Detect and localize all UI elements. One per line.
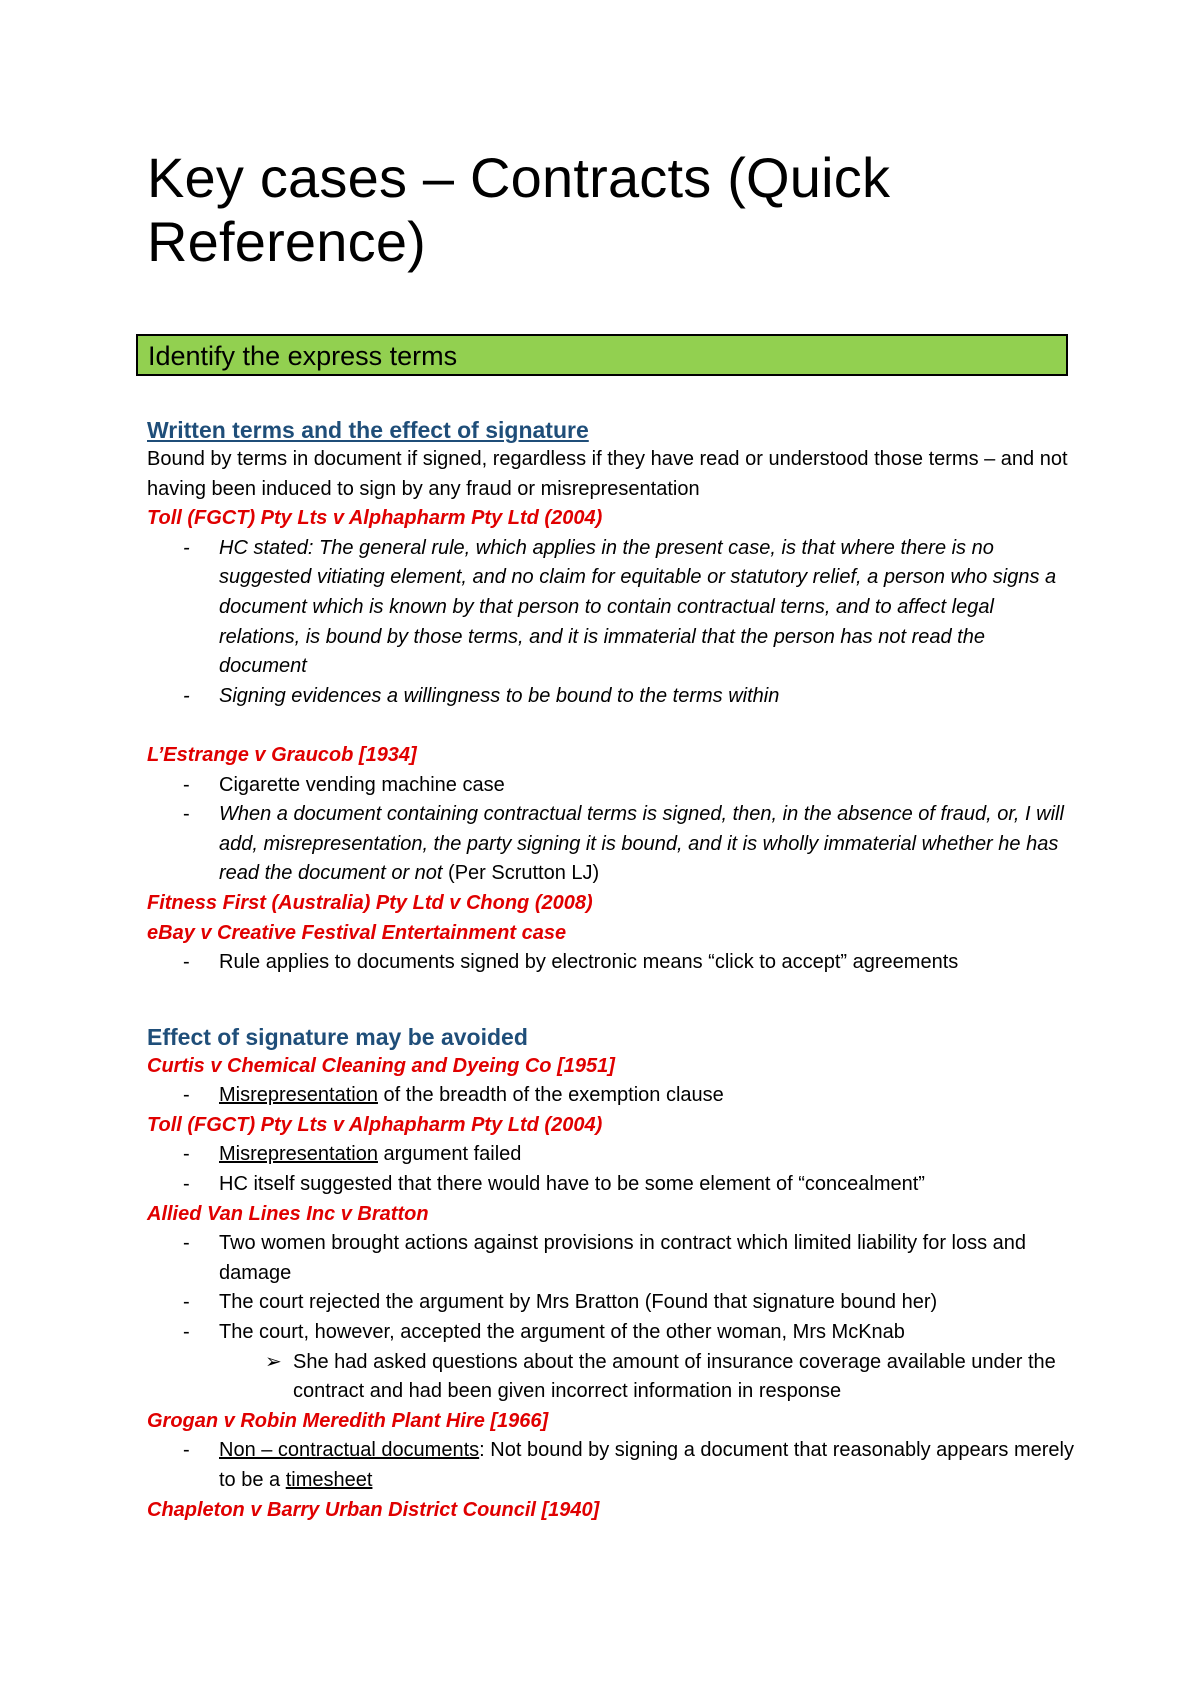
list-item-text: argument failed [377, 1143, 522, 1166]
list-item-text: She had asked questions about the amount of insurance coverage available under the contract and had been given incorrect information in response [293, 1350, 1056, 1403]
underlined-term: timesheet [285, 1469, 373, 1491]
document-body [147, 415, 1077, 1525]
underlined-term: Non – contractual documents [219, 1439, 480, 1462]
list-item: - The court, however, accepted the argument of the other woman, Mrs McKnab [147, 1318, 1077, 1348]
list-item: - Signing evidences a willingness to be bound to the terms within [147, 682, 1077, 712]
list-item [147, 800, 1077, 889]
curtis-bullet-list [147, 1081, 1077, 1111]
case-title-chapleton: Chapleton v Barry Urban District Council [1940] [147, 1498, 600, 1521]
heading-signature-avoided: Effect of signature may be avoided [147, 1023, 528, 1050]
grogan-bullet-list [147, 1436, 1077, 1495]
list-item: - HC itself suggested that there would have to be some element of “concealment” [147, 1170, 1077, 1200]
case-title-toll-2: Toll (FGCT) Pty Lts v Alphapharm Pty Ltd (2004) [147, 1113, 603, 1136]
case-title-grogan: Grogan v Robin Meredith Plant Hire [1966] [147, 1409, 549, 1432]
case-title-fitness-first: Fitness First (Australia) Pty Ltd v Chong (2008) [147, 891, 593, 914]
case-title-ebay: eBay v Creative Festival Entertainment case [147, 921, 567, 944]
list-item [147, 1436, 1077, 1495]
list-item-text: of the breadth of the exemption clause [377, 1084, 724, 1107]
list-item [147, 1081, 1077, 1111]
quote-text: When a document containing contractual terms is signed, then, in the absence of fraud, or, I will add, misrepresentation, the party signing it is bound, and it is wholly immaterial whether he has read the document or not [219, 803, 1064, 885]
list-item: - Rule applies to documents signed by electronic means “click to accept” agreements [147, 948, 1077, 978]
case-title-curtis: Curtis v Chemical Cleaning and Dyeing Co [1951] [147, 1054, 615, 1077]
allied-bullet-list [147, 1229, 1077, 1347]
list-item-text: : Not bound by signing a document that reasonably appears merely to be a [219, 1439, 1074, 1491]
arrow-bullet-icon: ➢ [265, 1350, 282, 1373]
underlined-term: Misrepresentation [219, 1084, 378, 1107]
case-title-toll: Toll (FGCT) Pty Lts v Alphapharm Pty Ltd (2004) [147, 507, 603, 530]
case-title-lestrange: L’Estrange v Graucob [1934] [147, 743, 417, 766]
list-item: - HC stated: The general rule, which applies in the present case, is that where there is no suggested vitiating element, and no claim for equitable or statutory relief, a person who signs a document which is known by that person to contain contractual terns, and to affect legal relations, is bound by those terms, and it is immaterial that the person has not read the document [147, 534, 1077, 682]
list-item [147, 1140, 1077, 1170]
section-header-text: Identify the express terms [148, 341, 458, 371]
underlined-term: Misrepresentation [219, 1143, 378, 1166]
quote-attribution: (Per Scrutton LJ) [442, 862, 600, 885]
page-title: Key cases – Contracts (Quick Reference) [147, 146, 891, 273]
toll-2-bullet-list [147, 1140, 1077, 1199]
allied-sub-list [147, 1348, 1077, 1407]
list-item: - Cigarette vending machine case [147, 771, 1077, 801]
toll-bullet-list [147, 534, 1077, 712]
ebay-bullet-list [147, 948, 1077, 978]
list-item: - Two women brought actions against provisions in contract which limited liability for loss and damage [147, 1229, 1077, 1288]
heading-written-terms: Written terms and the effect of signature [147, 417, 589, 443]
section-header-box [136, 334, 1068, 376]
spacer [147, 711, 1077, 741]
lestrange-bullet-list [147, 771, 1077, 889]
list-item: - The court rejected the argument by Mrs Bratton (Found that signature bound her) [147, 1288, 1077, 1318]
case-title-allied: Allied Van Lines Inc v Bratton [147, 1202, 429, 1225]
spacer [147, 978, 1077, 1022]
intro-paragraph: Bound by terms in document if signed, regardless if they have read or understood those terms – and not having been induced to sign by any fraud or misrepresentation [147, 448, 1068, 500]
list-item [147, 1348, 1077, 1407]
